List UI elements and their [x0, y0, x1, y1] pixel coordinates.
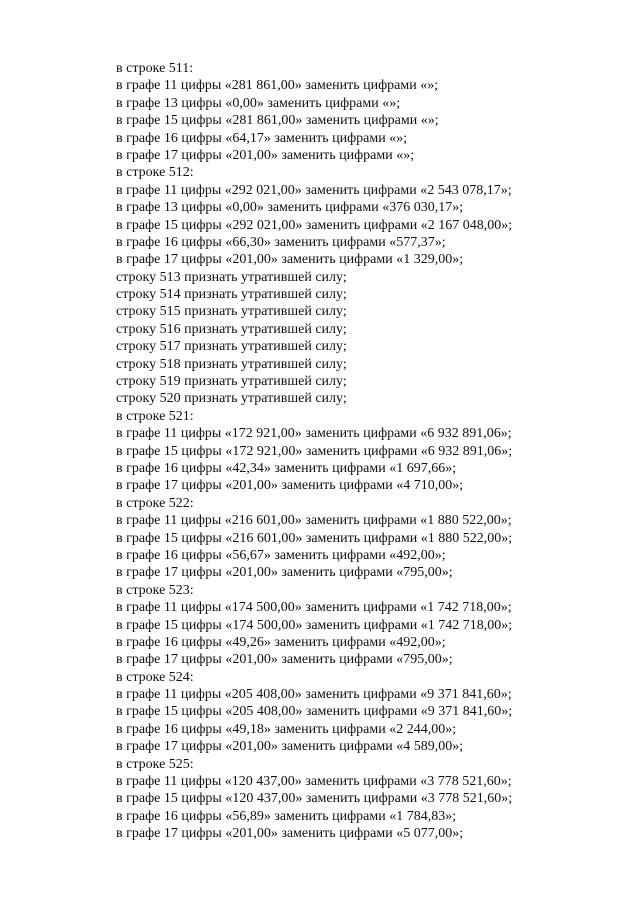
text-line: строку 519 признать утратившей силу;	[116, 374, 347, 390]
text-line: в строке 511:	[116, 61, 194, 76]
text-line: в графе 17 цифры «201,00» заменить цифрами «4 589,00»;	[116, 739, 464, 755]
text-line: в графе 11 цифры «205 408,00» заменить цифрами «9 371 841,60»;	[116, 687, 512, 703]
text-line: в графе 17 цифры «201,00» заменить цифрами «795,00»;	[116, 565, 453, 581]
text-line: в графе 17 цифры «201,00» заменить цифрами «5 077,00»;	[116, 826, 464, 842]
text-line: в графе 16 цифры «64,17» заменить цифрами «»;	[116, 130, 408, 146]
text-line: в графе 17 цифры «201,00» заменить цифрами «»;	[116, 147, 415, 163]
text-line: в графе 15 цифры «172 921,00» заменить цифрами «6 932 891,06»;	[116, 443, 513, 459]
text-line: в строке 512:	[116, 165, 194, 181]
text-line: строку 517 признать утратившей силу;	[116, 339, 347, 355]
text-line: в графе 16 цифры «49,26» заменить цифрами «492,00»;	[116, 634, 446, 650]
text-line: в строке 525:	[116, 756, 194, 772]
text-line: строку 513 признать утратившей силу;	[116, 269, 347, 285]
text-line: в графе 13 цифры «0,00» заменить цифрами «376 030,17»;	[116, 200, 464, 216]
text-line: в графе 17 цифры «201,00» заменить цифрами «4 710,00»;	[116, 478, 464, 494]
text-line: в графе 11 цифры «172 921,00» заменить цифрами «6 932 891,06»;	[116, 426, 512, 442]
text-line: строку 520 признать утратившей силу;	[116, 391, 347, 407]
text-line: в графе 16 цифры «42,34» заменить цифрами «1 697,66»;	[116, 460, 457, 476]
text-line: в графе 15 цифры «174 500,00» заменить цифрами «1 742 718,00»;	[116, 617, 513, 633]
text-line: в графе 15 цифры «281 861,00» заменить цифрами «»;	[116, 113, 439, 129]
text-line: в строке 524:	[116, 669, 194, 685]
text-line: в графе 13 цифры «0,00» заменить цифрами «»;	[116, 95, 401, 111]
text-line: в графе 15 цифры «292 021,00» заменить цифрами «2 167 048,00»;	[116, 217, 513, 233]
text-line: строку 515 признать утратившей силу;	[116, 304, 347, 320]
text-line: в графе 11 цифры «292 021,00» заменить цифрами «2 543 078,17»;	[116, 182, 512, 198]
text-line: в графе 17 цифры «201,00» заменить цифрами «795,00»;	[116, 652, 453, 668]
text-line: в графе 17 цифры «201,00» заменить цифрами «1 329,00»;	[116, 252, 464, 268]
text-line: в графе 15 цифры «120 437,00» заменить цифрами «3 778 521,60»;	[116, 791, 513, 807]
text-line: в графе 15 цифры «205 408,00» заменить цифрами «9 371 841,60»;	[116, 704, 513, 720]
text-line: строку 518 признать утратившей силу;	[116, 356, 347, 372]
text-line: в графе 16 цифры «56,67» заменить цифрами «492,00»;	[116, 547, 446, 563]
text-line: в строке 521:	[116, 408, 194, 424]
text-line: в графе 11 цифры «216 601,00» заменить цифрами «1 880 522,00»;	[116, 513, 512, 529]
text-line: в графе 16 цифры «66,30» заменить цифрами «577,37»;	[116, 234, 446, 250]
text-line: в графе 11 цифры «120 437,00» заменить цифрами «3 778 521,60»;	[116, 774, 512, 790]
text-line: в графе 11 цифры «174 500,00» заменить цифрами «1 742 718,00»;	[116, 600, 512, 616]
text-line: в графе 15 цифры «216 601,00» заменить цифрами «1 880 522,00»;	[116, 530, 513, 546]
text-line: в строке 522:	[116, 495, 194, 511]
text-line: строку 516 признать утратившей силу;	[116, 321, 347, 337]
text-line: в строке 523:	[116, 582, 194, 598]
text-line: в графе 11 цифры «281 861,00» заменить цифрами «»;	[116, 78, 439, 94]
text-line: в графе 16 цифры «49,18» заменить цифрами «2 244,00»;	[116, 721, 457, 737]
text-line: в графе 16 цифры «56,89» заменить цифрами «1 784,83»;	[116, 808, 457, 824]
document-page	[116, 60, 616, 843]
text-line: строку 514 признать утратившей силу;	[116, 287, 347, 303]
